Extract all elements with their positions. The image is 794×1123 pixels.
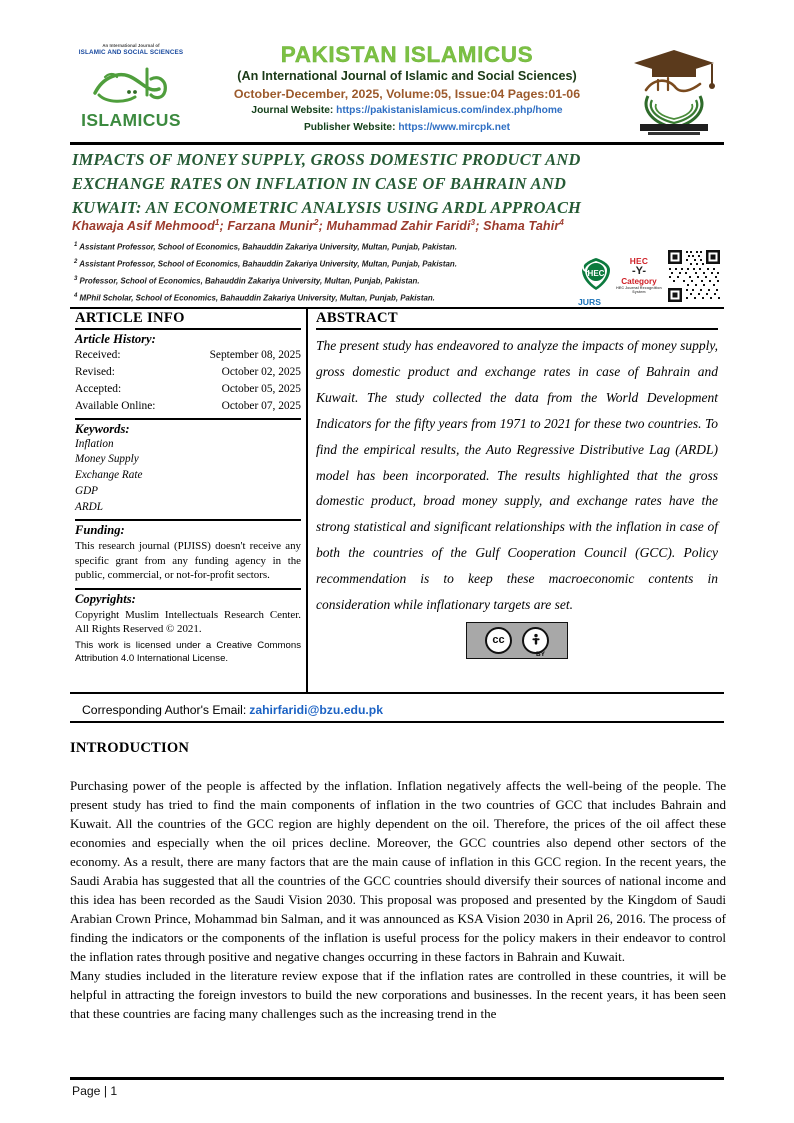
- cc-mark-icon: cc: [485, 627, 512, 654]
- history-label: Available Online:: [75, 399, 156, 412]
- paper-title-line-3: KUWAIT: AN ECONOMETRIC ANALYSIS USING ARDL APPROACH: [72, 197, 582, 217]
- publisher-website-url[interactable]: https://www.mircpk.net: [398, 121, 511, 133]
- corresponding-author-email[interactable]: zahirfaridi@bzu.edu.pk: [249, 703, 384, 717]
- history-value: October 07, 2025: [221, 399, 301, 412]
- history-label: Revised:: [75, 365, 115, 378]
- affiliation-1: $^1$ Assistant Professor, School of Economics, Bahauddin Zakariya University, Multan, Punjab, Pakistan.: [74, 242, 457, 252]
- hec-category-label: Category: [621, 277, 657, 287]
- introduction-paragraph-2: Many studies included in the literature review expose that if the inflation rates are controlled in these countries, it will be helpful in attracting the foreign investors to build the new corporations and businesses. In the recent years, it has been seen that these countries are facing many challenges such as the increasing trend in the: [70, 967, 726, 1021]
- hec-recognition-system-label: HEC Journal Recognition System: [616, 286, 662, 294]
- qr-code-icon[interactable]: [666, 248, 722, 304]
- publisher-website-label: Publisher Website:: [303, 121, 396, 133]
- history-row-accepted: [75, 381, 301, 398]
- islamicus-logo: [72, 42, 190, 144]
- islamicus-logo-tagline-main: ISLAMIC AND SOCIAL SCIENCES: [78, 49, 184, 57]
- history-row-available-online: [75, 398, 301, 415]
- keyword-item: Inflation: [75, 437, 114, 450]
- funding-divider: [75, 519, 301, 521]
- corresponding-author-label: Corresponding Author's Email:: [82, 703, 247, 717]
- mirc-emblem-icon: [628, 44, 720, 136]
- article-info-heading: ARTICLE INFO: [75, 309, 301, 330]
- hec-label: HEC: [629, 256, 649, 267]
- svg-text:HEC: HEC: [587, 269, 605, 278]
- keyword-item: Exchange Rate: [75, 469, 143, 482]
- mirc-publisher-logo: [624, 42, 724, 144]
- journal-website-url[interactable]: https://pakistanislamicus.com/index.php/home: [336, 105, 563, 117]
- copyrights-heading: Copyrights:: [75, 591, 136, 606]
- journal-title: PAKISTAN ISLAMICUS: [280, 42, 534, 67]
- article-history-heading: Article History:: [75, 332, 156, 346]
- history-value: October 02, 2025: [221, 365, 301, 378]
- keywords-divider: [75, 418, 301, 420]
- abstract-text: The present study has endeavored to analyze the impacts of money supply, gross domestic product and exchange rates in case of Bahrain and Kuwait. The study collected the data from the World Development Indicators for the fifty years from 1971 to 2021 for these two countries. To find the empirical results, the Auto Regressive Distributive Lag (ARDL) model has been incorporated. The results highlighted that the gross domestic product, broad money supply, and exchange rates have the strong statistical and significant relationships with the inflation in case of both the countries of the Gulf Cooperation Council (GCC). Policy recommendation is to keep these macroeconomic contents in consideration while inflationary targets are set.: [316, 338, 718, 613]
- article-info-abstract-table: [70, 307, 724, 694]
- history-label: Received:: [75, 349, 121, 361]
- page-title: [72, 148, 722, 219]
- affiliation-2: $^2$ Assistant Professor, School of Economics, Bahauddin Zakariya University, Multan, Punjab, Pakistan.: [74, 259, 457, 269]
- history-row-received: [75, 347, 301, 364]
- introduction-heading: INTRODUCTION: [70, 740, 190, 756]
- introduction-paragraph-1: Purchasing power of the people is affected by the inflation. Inflation negatively affects the well-being of the people. The present study has tried to find the main components of inflation in the two countries of GCC that includes Bahrain and Kuwait. All the countries of the GCC region are highly dependent on the oil. Therefore, the prices of the oil affect these economies and especially when the oil prices decline. Moreover, the GCC countries also depend other sectors of the economy. As a result, there are many factors that are the main cause of inflation in this GCC region. In the recent years, the Saudi Arabia has suggested that all the countries of the GCC countries should diversify their sources of national income and this idea has been recorded as the Saudi Vision 2030. This proposal was proposed and presented by the Kingdom of Saudi Arabian Crown Prince, Mohammad bin Salman, and it was announced as KSA Vision 2030 in April 26, 2016. The process of finding the indicators or the components of the inflation is useful process for the policy makers in their endeavor to control the inflation rates through positive and negative changes occurring in these factors in Bahrain and Kuwait.: [70, 778, 726, 964]
- journal-website-line: [190, 104, 624, 118]
- license-text: This work is licensed under a Creative Commons Attribution 4.0 International License.: [75, 639, 301, 665]
- islamicus-logo-wordmark: ISLAMICUS: [81, 110, 181, 131]
- jurs-label: JURS: [578, 297, 601, 307]
- affiliation-4: $^4$ MPhil Scholar, School of Economics, Bahauddin Zakariya University, Multan, Punjab, Pakistan.: [74, 293, 435, 303]
- author-list: Khawaja Asif Mehmood$^1$; Farzana Munir$^2$; Muhammad Zahir Faridi$^3$; Shama Tahir$^4$: [72, 218, 564, 234]
- history-row-revised: [75, 364, 301, 381]
- creative-commons-badge-icon[interactable]: [466, 622, 568, 659]
- history-value: September 08, 2025: [209, 349, 301, 361]
- affiliation-3: $^3$ Professor, School of Economics, Bahauddin Zakariya University, Multan, Punjab, Pakistan.: [74, 276, 420, 286]
- publisher-website-line: [190, 121, 624, 135]
- islamicus-logo-tagline-small: An International Journal of: [102, 43, 160, 48]
- corresponding-author-bar: [70, 699, 724, 723]
- copyrights-divider: [75, 588, 301, 590]
- history-label: Accepted:: [75, 382, 122, 395]
- article-info-column: [70, 309, 308, 692]
- hec-category-letter: -Y-: [631, 265, 647, 278]
- page-number: Page | 1: [72, 1084, 118, 1098]
- paper-title-line-1: IMPACTS OF MONEY SUPPLY, GROSS DOMESTIC PRODUCT AND: [72, 150, 581, 169]
- recognition-badges: [578, 245, 724, 307]
- funding-text: This research journal (PIJISS) doesn't receive any specific grant from any funding agency in the public, commercial, or not-for-profit sectors.: [75, 540, 301, 582]
- hec-category-badge: [578, 246, 664, 306]
- creative-commons-wrap: [316, 622, 718, 659]
- abstract-column: [308, 309, 724, 692]
- copyright-text: Copyright Muslim Intellectuals Research Center. All Rights Reserved © 2021.: [75, 608, 301, 636]
- keyword-item: GDP: [75, 485, 98, 498]
- footer-divider: [70, 1077, 724, 1080]
- introduction-body: [70, 777, 726, 1024]
- journal-masthead: [72, 42, 724, 144]
- abstract-heading: ABSTRACT: [316, 309, 718, 330]
- journal-website-label: Journal Website:: [251, 105, 334, 117]
- hec-badge-text: [614, 257, 664, 295]
- islamicus-calligraphy-icon: [85, 59, 177, 109]
- funding-heading: Funding:: [75, 523, 125, 538]
- cc-attribution-icon: [522, 627, 549, 654]
- masthead-center: [190, 42, 624, 144]
- journal-issue-line: October-December, 2025, Volume:05, Issue:04 Pages:01-06: [233, 87, 581, 102]
- hec-seal-icon: [578, 256, 614, 296]
- keyword-item: ARDL: [75, 501, 103, 514]
- masthead-divider: [70, 142, 724, 145]
- author-affiliations: [74, 239, 574, 307]
- cc-by-label: BY: [535, 650, 545, 658]
- journal-subtitle: (An International Journal of Islamic and Social Sciences): [237, 68, 577, 83]
- history-value: October 05, 2025: [221, 382, 301, 395]
- keyword-item: Money Supply: [75, 453, 139, 466]
- paper-title-line-2: EXCHANGE RATES ON INFLATION IN CASE OF BAHRAIN AND: [72, 173, 567, 193]
- keywords-heading: Keywords:: [75, 421, 130, 436]
